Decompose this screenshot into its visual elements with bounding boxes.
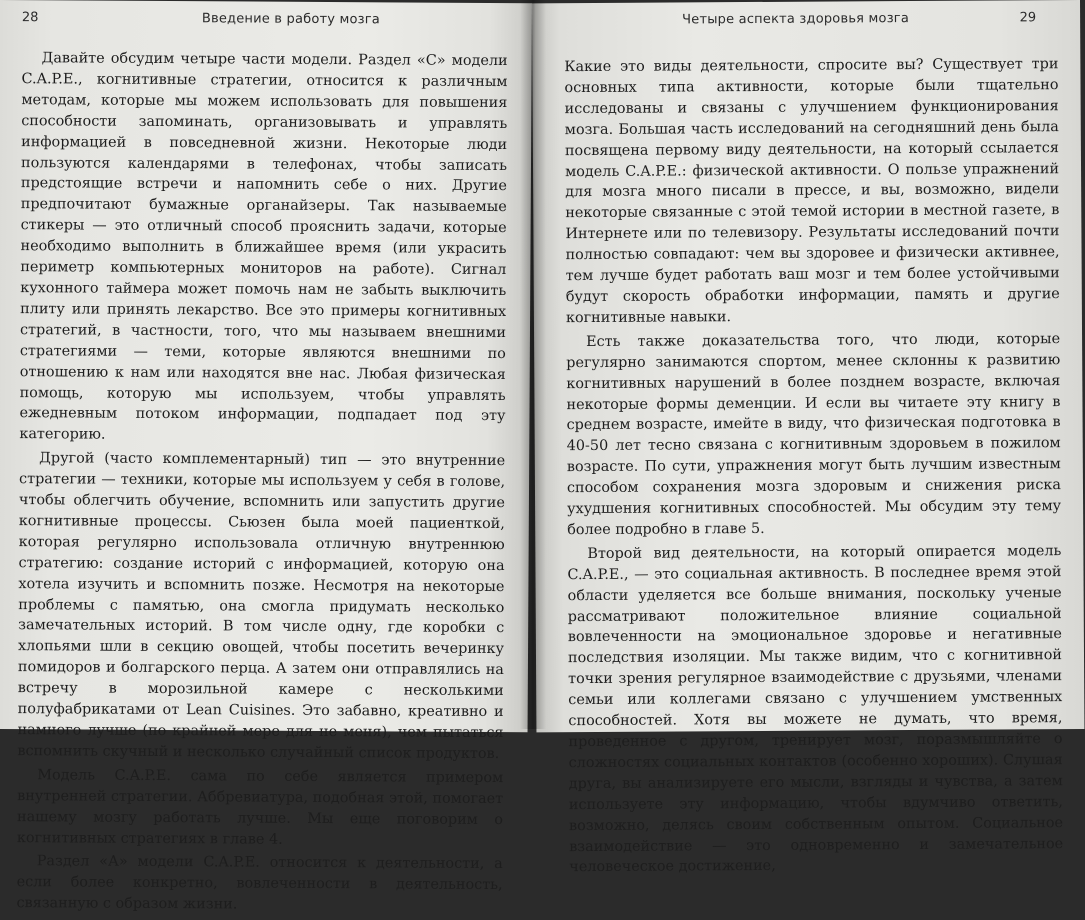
- right-paragraph: Какие это виды деятельности, спросите вы? Существует три основных типа активности, которые были тщательно исследованы и связаны с улучшением функционирования мозга. Большая часть исследований на сегодняшний день была посвящена первому виду деятельности, на который ссылается модель C.A.P.E.: физической активности. О пользе упражнений для мозга много писали в прессе, и вы, возможно, видели некоторые связанные с этой темой истории в местной газете, в Интернете или по телевизору. Результаты исследований почти полностью совпадают: чем вы здоровее и физически активнее, тем лучше будет работать ваш мозг и тем более устойчивыми будут скорость обработки информации, память и другие когнитивные навыки.: [564, 56, 1060, 327]
- left-running-head: [0, 10, 532, 37]
- left-page-body: [16, 48, 507, 920]
- right-running-head: [532, 10, 1080, 37]
- right-paragraph: Второй вид деятельности, на который опирается модель C.A.P.E., — это социальная активность. В последнее время этой области уделяется все больше внимания, поскольку ученые рассматривают положительное влияние социальной вовлеченности на эмоциональное здоровье и негативные последствия изоляции. Мы также видим, что с когнитивной точки зрения регулярное взаимодействие с друзьями, членами семьи или коллегами связано с улучшением умственных способностей. Хотя вы можете не думать, что время, проведенное с другом, тренирует мозг, поразмышляйте о сложностях социальных контактов (особенно хороших). Слушая друга, вы анализируете его мысли, взгляды и чувства, а затем используете эту информацию, чтобы вдумчиво ответить, возможно, делясь своим собственным опытом. Социальное взаимодействие — это одновременно и замечательное человеческое достижение,: [567, 542, 1064, 876]
- right-paragraph: Есть также доказательства того, что люди, которые регулярно занимаются спортом, менее склонны к развитию когнитивных нарушений в более позднем возрасте, включая некоторые формы деменции. И если вы читаете эту книгу в среднем возрасте, имейте в виду, что физическая подготовка в 40-50 лет тесно связана с когнитивным здоровьем в пожилом возрасте. По сути, упражнения могут быть лучшим известным способом сохранения мозга здоровым и снижения риска ухудшения когнитивных способностей. Мы обсудим эту тему более подробно в главе 5.: [566, 330, 1062, 539]
- left-paragraph: Раздел «А» модели C.A.P.E. относится к деятельности, а если более конкретно, вовлеченности в деятельность, связанную с образом жизни.: [16, 853, 503, 913]
- left-page: [0, 0, 532, 913]
- right-page-number: 29: [1019, 10, 1037, 26]
- left-running-head-title: Введение в работу мозга: [201, 11, 381, 28]
- left-paragraph: Модель C.A.P.E. сама по себе является примером внутренней стратегии. Аббревиатура, подобная этой, помогает нашему мозгу работать лучше. Мы еще поговорим о когнитивных стратегиях в главе 4.: [16, 767, 504, 848]
- left-paragraph: Давайте обсудим четыре части модели. Раздел «С» модели C.A.P.E., когнитивные стратегии, относится к различным методам, которые мы можем использовать для повышения способности запоминать, организовывать и управлять информацией в повседневной жизни. Некоторые люди пользуются календарями в телефонах, чтобы записать предстоящие встречи и напомнить себе о них. Другие предпочитают бумажные органайзеры. Так называемые стикеры — это отличный способ прояснить задачи, которые необходимо выполнить в ближайшее время (или украсить периметр компьютерных мониторов на работе). Сигнал кухонного таймера может помочь нам не забыть выключить плиту или принять лекарство. Все это примеры когнитивных стратегий, в частности, того, что мы называем внешними стратегиями — теми, которые являются внешними по отношению к нам или находятся вне нас. Любая физическая помощь, которую мы используем, чтобы управлять ежедневным потоком информации, подпадает под эту категорию.: [19, 50, 508, 443]
- left-paragraph: Другой (часто комплементарный) тип — это внутренние стратегии — техники, которые мы используем у себя в голове, чтобы облегчить обучение, вспомнить или запустить другие когнитивные процессы. Сьюзен была моей пациенткой, которая регулярно использовала отличную внутреннюю стратегию: создание историй с информацией, которую она хотела изучить и вспомнить позже. Несмотря на некоторые проблемы с памятью, она смогла придумать несколько замечательных историй. В том числе одну, где коробки с хлопьями шли в секцию овощей, чтобы посетить вечеринку помидоров и болгарского перца. А затем они отправлялись на встречу в морозильной камере с несколькими полуфабрикатами от Lean Cuisines. Это забавно, креативно и намного лучше (по крайней мере для не меня), чем пытаться вспомнить скучный и несколько случайный список продуктов.: [17, 450, 506, 762]
- right-page: [532, 0, 1084, 876]
- left-page-number: 28: [21, 10, 39, 26]
- right-running-head-title: Четыре аспекта здоровья мозга: [682, 11, 910, 28]
- right-page-body: [564, 54, 1063, 881]
